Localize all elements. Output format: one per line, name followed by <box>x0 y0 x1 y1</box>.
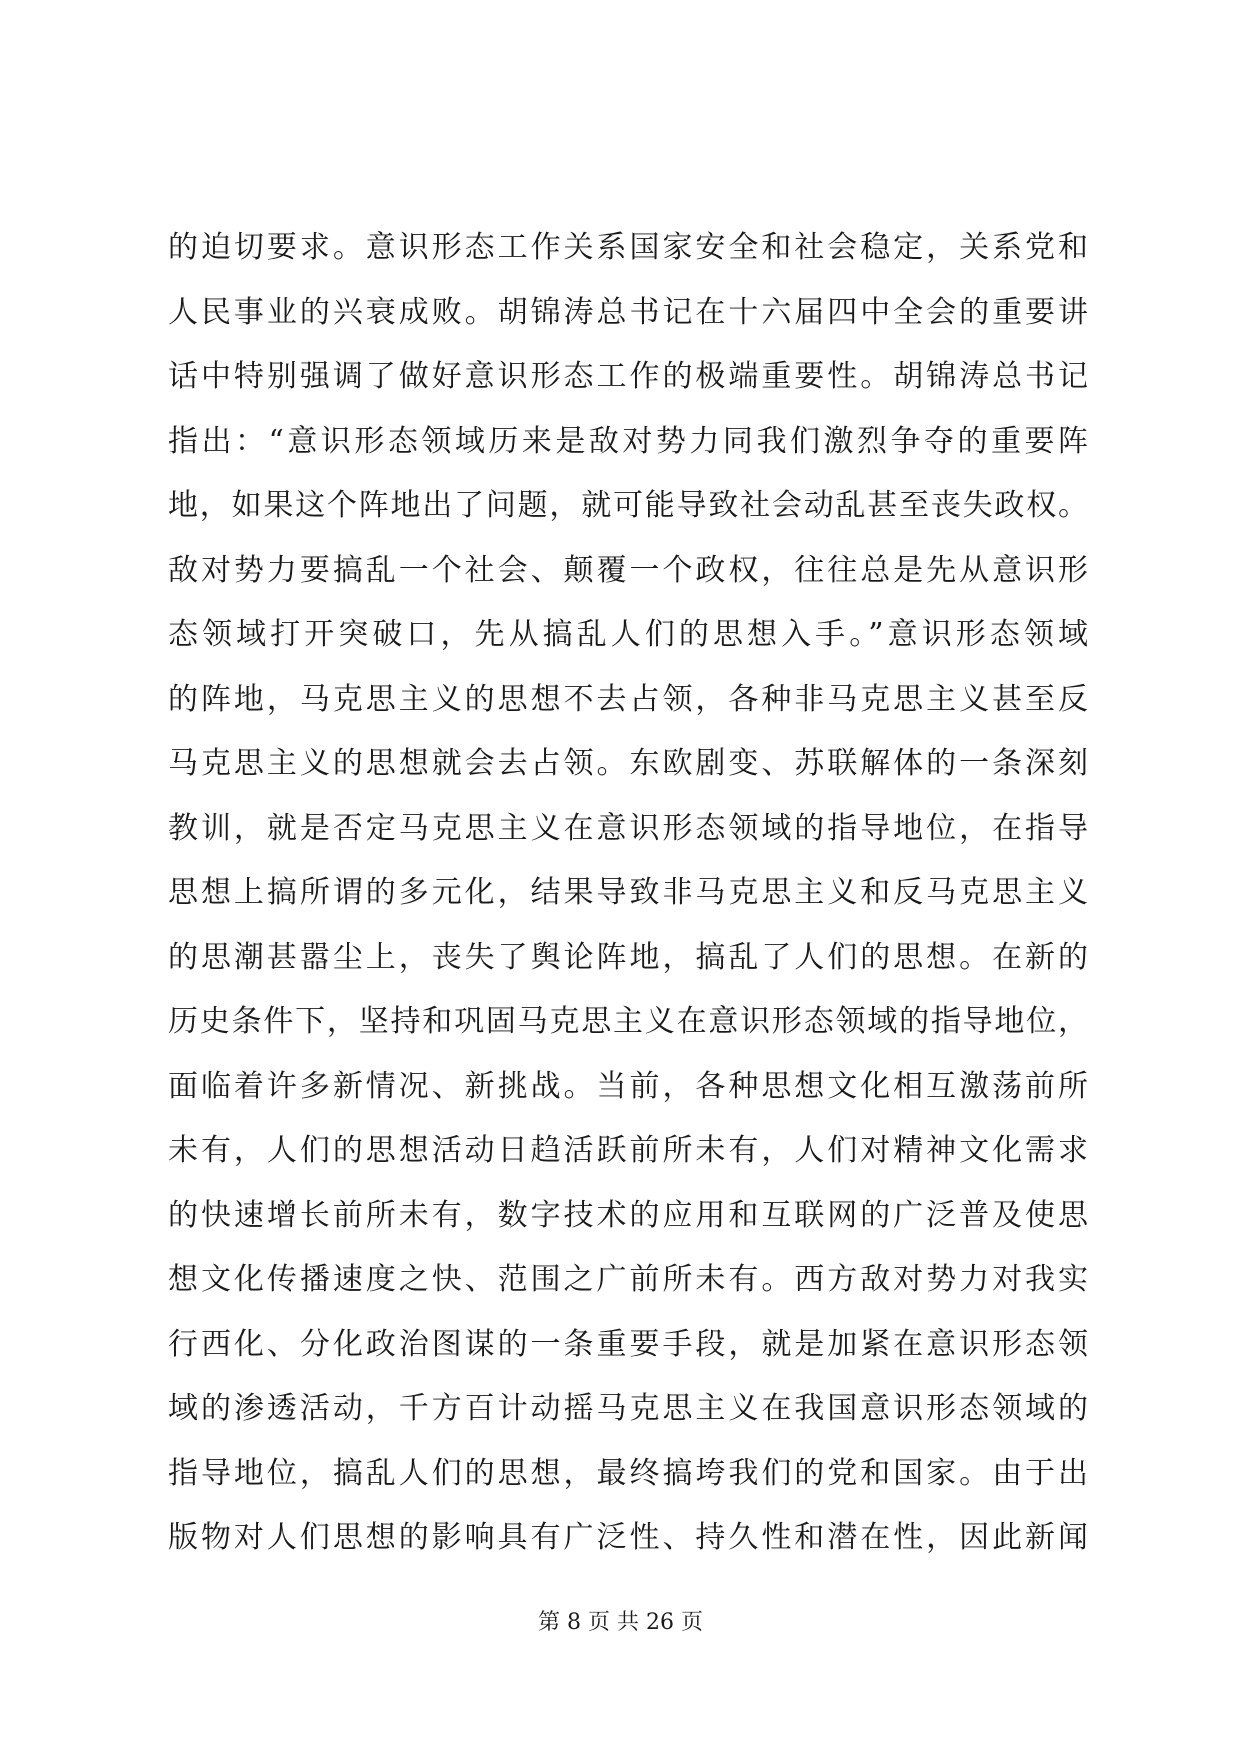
text-line: 指导地位，搞乱人们的思想，最终搞垮我们的党和国家。由于出 <box>168 1455 1088 1491</box>
text-line: 地，如果这个阵地出了问题，就可能导致社会动乱甚至丧失政权。 <box>168 488 1088 523</box>
text-line: 想文化传播速度之快、范围之广前所未有。西方敌对势力对我实 <box>168 1262 1088 1297</box>
text-line: 思想上搞所谓的多元化，结果导致非马克思主义和反马克思主义 <box>168 875 1088 910</box>
text-line: 面临着许多新情况、新挑战。当前，各种思想文化相互激荡前所 <box>168 1068 1088 1104</box>
text-line: 敌对势力要搞乱一个社会、颠覆一个政权，往往总是先从意识形 <box>168 552 1088 588</box>
text-line: 的迫切要求。意识形态工作关系国家安全和社会稳定，关系党和 <box>168 230 1088 265</box>
text-line: 人民事业的兴衰成败。胡锦涛总书记在十六届四中全会的重要讲 <box>168 294 1088 330</box>
page-number-label: 第 8 页 共 26 页 <box>538 1610 703 1635</box>
text-line: 态领域打开突破口，先从搞乱人们的思想入手。”意识形态领域 <box>168 617 1088 652</box>
text-line: 版物对人们思想的影响具有广泛性、持久性和潜在性，因此新闻 <box>168 1520 1088 1555</box>
body-text <box>168 230 1088 1585</box>
text-line: 域的渗透活动，千方百计动摇马克思主义在我国意识形态领域的 <box>168 1391 1088 1426</box>
text-line: 教训，就是否定马克思主义在意识形态领域的指导地位，在指导 <box>168 810 1088 846</box>
text-line: 未有，人们的思想活动日趋活跃前所未有，人们对精神文化需求 <box>168 1133 1088 1168</box>
text-line: 的快速增长前所未有，数字技术的应用和互联网的广泛普及使思 <box>168 1197 1088 1233</box>
text-line: 马克思主义的思想就会去占领。东欧剧变、苏联解体的一条深刻 <box>168 746 1088 781</box>
page-footer <box>0 1605 1241 1636</box>
text-line: 话中特别强调了做好意识形态工作的极端重要性。胡锦涛总书记 <box>168 359 1088 394</box>
text-line: 指出：“意识形态领域历来是敌对势力同我们激烈争夺的重要阵 <box>168 423 1088 459</box>
text-line: 历史条件下，坚持和巩固马克思主义在意识形态领域的指导地位， <box>168 1004 1088 1039</box>
text-line: 行西化、分化政治图谋的一条重要手段，就是加紧在意识形态领 <box>168 1326 1088 1362</box>
text-line: 的思潮甚嚣尘上，丧失了舆论阵地，搞乱了人们的思想。在新的 <box>168 939 1088 975</box>
text-line: 的阵地，马克思主义的思想不去占领，各种非马克思主义甚至反 <box>168 681 1088 717</box>
